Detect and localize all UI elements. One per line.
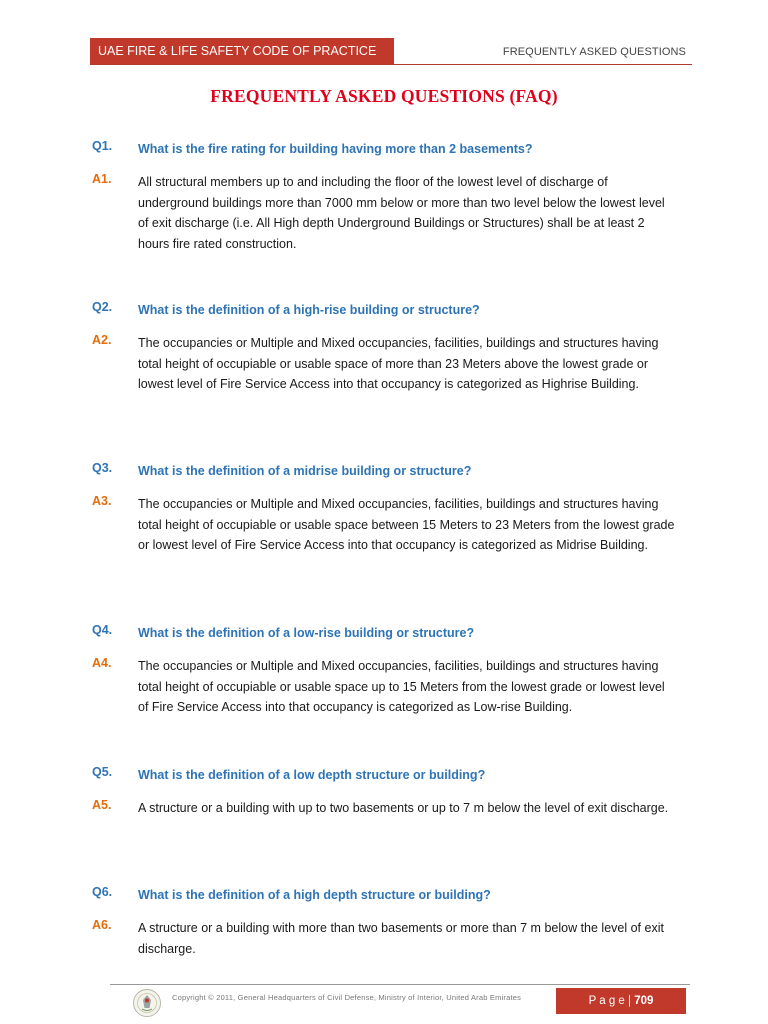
answer-text: All structural members up to and including the floor of the lowest level of discharge of underground buildings more than 7000 mm below or more than two level below the lowest level of exit discharge (i.e. All High depth Underground Buildings or Structures) shall be at least 2 hours fire rated construction. (138, 175, 665, 251)
question-text: What is the definition of a midrise building or structure? (138, 464, 472, 478)
question-text: What is the definition of a high-rise building or structure? (138, 303, 480, 317)
page-header (90, 38, 692, 64)
answer-text: A structure or a building with more than two basements or more than 7 m below the level of exit discharge. (138, 921, 664, 956)
header-rule (90, 64, 692, 65)
question-number: Q5. (92, 765, 113, 779)
question-text: What is the definition of a low depth structure or building? (138, 768, 486, 782)
answer-number: A4. (92, 656, 112, 670)
question-number: Q3. (92, 461, 113, 475)
header-title: UAE FIRE & LIFE SAFETY CODE OF PRACTICE (90, 38, 394, 64)
answer-number: A3. (92, 494, 112, 508)
civil-defense-emblem-icon (132, 988, 162, 1018)
answer-text: The occupancies or Multiple and Mixed occupancies, facilities, buildings and structures having total height of occupiable or usable space up to 15 Meters from the lowest grade or lowest level of Fire Service Access into that occupancy is categorized as Low-rise Building. (138, 659, 665, 714)
question-text: What is the definition of a high depth structure or building? (138, 888, 491, 902)
answer-number: A6. (92, 918, 112, 932)
question-number: Q6. (92, 885, 113, 899)
answer-text: A structure or a building with up to two basements or up to 7 m below the level of exit discharge. (138, 801, 669, 815)
question-text: What is the definition of a low-rise building or structure? (138, 626, 475, 640)
page-number-box (556, 988, 686, 1014)
page-number: 709 (634, 995, 654, 1007)
question-text: What is the fire rating for building having more than 2 basements? (138, 142, 533, 156)
answer-number: A1. (92, 172, 112, 186)
answer-number: A5. (92, 798, 112, 812)
question-number: Q1. (92, 139, 113, 153)
page-separator: | (628, 995, 632, 1007)
page-footer (110, 984, 690, 1020)
document-title: FREQUENTLY ASKED QUESTIONS (FAQ) (210, 86, 558, 106)
question-number: Q4. (92, 623, 113, 637)
answer-number: A2. (92, 333, 112, 347)
page-label: P a g e (588, 995, 625, 1007)
answer-text: The occupancies or Multiple and Mixed occupancies, facilities, buildings and structures having total height of occupiable or usable space of more than 23 Meters above the lowest grade or lowest level of Fire Service Access into that occupancy is categorized as Highrise Building. (138, 336, 659, 391)
answer-text: The occupancies or Multiple and Mixed occupancies, facilities, buildings and structures having total height of occupiable or usable space between 15 Meters to 23 Meters from the lowest grade or lowest level of Fire Service Access into that occupancy is categorized as Midrise Building. (138, 497, 675, 552)
footer-rule (110, 984, 690, 985)
question-number: Q2. (92, 300, 113, 314)
copyright-text: Copyright © 2011, General Headquarters of Civil Defense, Ministry of Interior, United Arab Emirates (172, 993, 522, 1002)
header-section: FREQUENTLY ASKED QUESTIONS (502, 46, 686, 58)
